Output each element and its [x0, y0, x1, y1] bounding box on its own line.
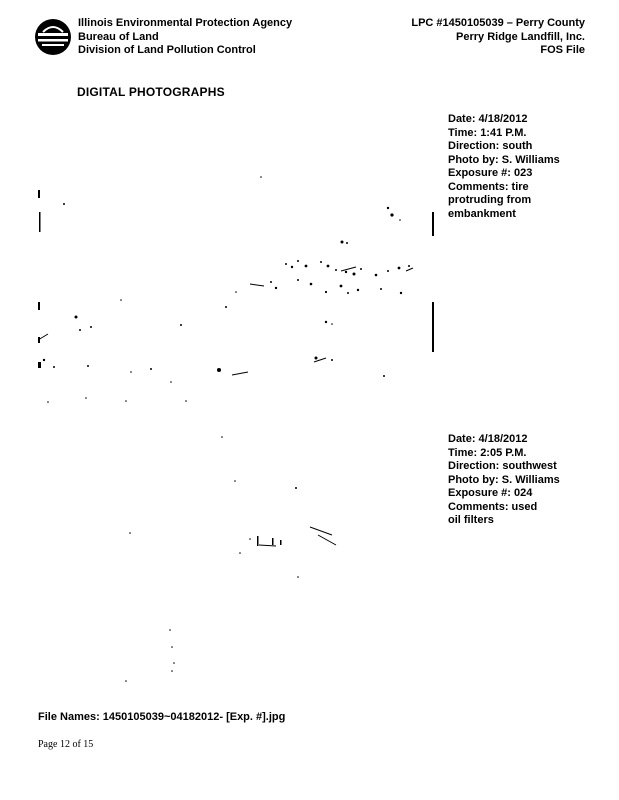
agency-header [78, 17, 292, 58]
photo-1-details [448, 113, 588, 221]
photo-1-date: Date: 4/18/2012 [448, 113, 528, 125]
lpc-number: LPC #1450105039 – Perry County [411, 17, 585, 29]
photo-2-image [100, 425, 440, 690]
photo-2 [100, 425, 440, 690]
photo-1-direction: Direction: south [448, 140, 533, 152]
site-name: Perry Ridge Landfill, Inc. [456, 30, 585, 43]
photo-2-direction: Direction: southwest [448, 460, 557, 472]
photo-1-time: Time: 1:41 P.M. [448, 126, 527, 139]
photo-1-image [36, 172, 439, 404]
photo-2-photographer: Photo by: S. Williams [448, 473, 560, 486]
file-names: File Names: 1450105039~04182012- [Exp. #].jpg [38, 711, 286, 723]
photo-2-date: Date: 4/18/2012 [448, 433, 528, 445]
photo-2-time: Time: 2:05 P.M. [448, 446, 527, 459]
photo-1-photographer: Photo by: S. Williams [448, 153, 560, 166]
site-header [411, 17, 585, 58]
photo-1 [36, 172, 439, 404]
page-number: Page 12 of 15 [38, 739, 94, 750]
photo-2-comments: Comments: used oil filters [448, 500, 538, 526]
bureau-name: Bureau of Land [78, 30, 159, 43]
agency-name: Illinois Environmental Protection Agency [78, 17, 293, 29]
iepa-logo [34, 18, 72, 56]
iepa-logo-icon [34, 18, 72, 56]
file-type: FOS File [540, 44, 585, 56]
photo-2-details [448, 433, 588, 528]
division-name: Division of Land Pollution Control [78, 44, 256, 56]
section-title: DIGITAL PHOTOGRAPHS [77, 85, 225, 99]
photo-2-exposure: Exposure #: 024 [448, 487, 533, 499]
photo-1-comments: Comments: tire protruding from embankment [448, 180, 532, 220]
photo-1-exposure: Exposure #: 023 [448, 167, 533, 179]
